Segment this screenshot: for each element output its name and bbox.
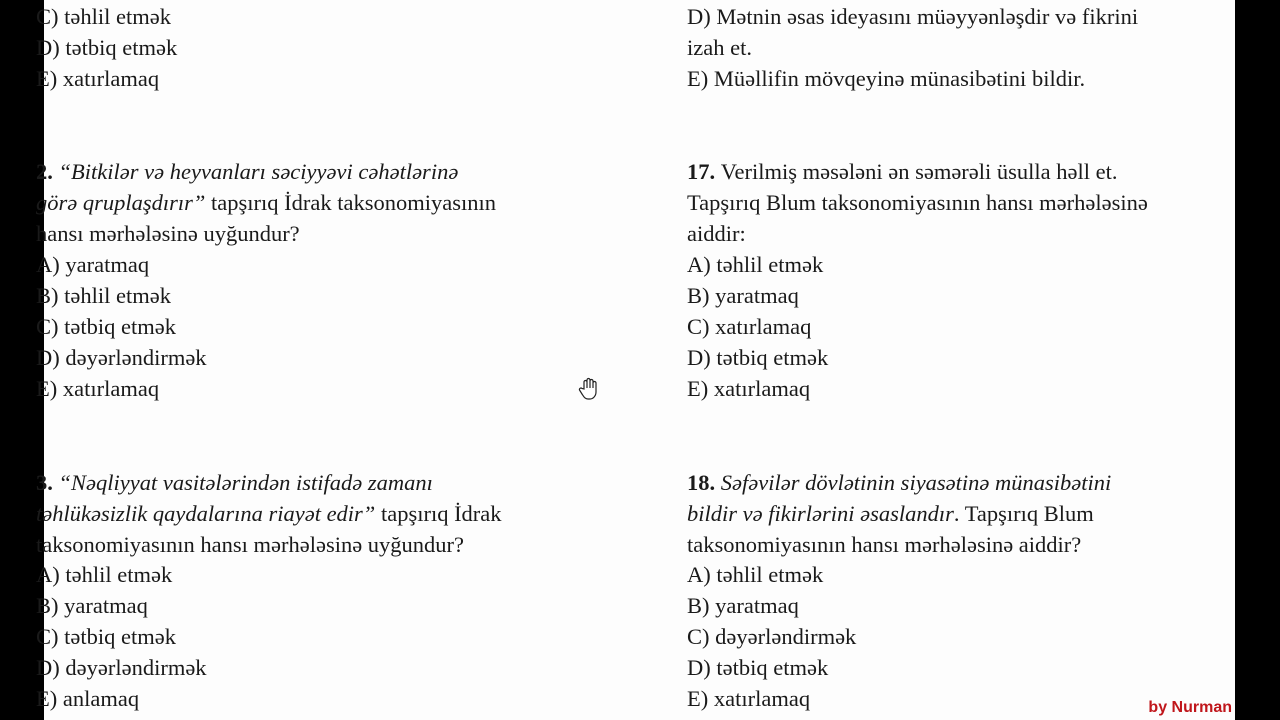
text-line — [36, 531, 464, 559]
text-segment: D) tətbiq etmək — [687, 655, 829, 680]
text-line — [687, 500, 1094, 528]
text-segment: görə qruplaşdırır” — [36, 190, 206, 215]
text-segment: E) xatırlamaq — [687, 376, 811, 401]
text-line — [36, 375, 159, 403]
text-segment: A) təhlil etmək — [687, 252, 824, 277]
text-segment: D) tətbiq etmək — [36, 35, 178, 60]
text-line — [687, 65, 1085, 93]
text-segment: B) yaratmaq — [687, 283, 799, 308]
text-line — [687, 34, 752, 62]
text-line — [36, 500, 502, 528]
text-line — [687, 623, 856, 651]
text-line — [36, 623, 176, 651]
text-line — [687, 220, 746, 248]
text-segment: E) xatırlamaq — [36, 66, 160, 91]
text-line — [687, 251, 823, 279]
text-line — [36, 654, 207, 682]
question-number: 3. — [36, 470, 59, 495]
text-line — [687, 3, 1138, 31]
document-page — [36, 0, 1235, 720]
text-line — [36, 251, 149, 279]
text-line — [36, 65, 159, 93]
text-segment: A) yaratmaq — [36, 252, 150, 277]
question-number: 2. — [36, 159, 59, 184]
text-line — [687, 375, 810, 403]
text-segment: A) təhlil etmək — [687, 562, 824, 587]
text-line — [36, 220, 300, 248]
text-segment: hansı mərhələsinə uyğundur? — [36, 221, 300, 246]
text-segment: taksonomiyasının hansı mərhələsinə uyğundur? — [36, 532, 465, 557]
text-line — [687, 313, 811, 341]
text-segment: tapşırıq İdrak taksonomiyasının — [205, 190, 496, 215]
question-number: 18. — [687, 470, 721, 495]
text-line — [687, 282, 799, 310]
text-line — [687, 685, 810, 713]
text-segment: C) xatırlamaq — [687, 314, 812, 339]
text-line — [36, 561, 172, 589]
question-number: 17. — [687, 159, 721, 184]
text-line — [687, 561, 823, 589]
text-segment: bildir və fikirlərini əsaslandır — [687, 501, 954, 526]
text-segment: B) təhlil etmək — [36, 283, 171, 308]
text-segment: Səfəvilər dövlətinin siyasətinə münasibətini — [720, 470, 1112, 495]
text-segment: C) dəyərləndirmək — [687, 624, 857, 649]
text-segment: B) yaratmaq — [36, 593, 148, 618]
text-segment: E) xatırlamaq — [687, 686, 811, 711]
text-line — [687, 344, 828, 372]
text-segment: aiddir: — [687, 221, 746, 246]
text-segment: taksonomiyasının hansı mərhələsinə aiddir? — [687, 532, 1082, 557]
text-line — [36, 34, 177, 62]
text-line — [687, 531, 1081, 559]
text-line — [36, 189, 496, 217]
text-segment: A) təhlil etmək — [36, 562, 173, 587]
text-line — [36, 685, 139, 713]
text-segment: E) anlamaq — [36, 686, 140, 711]
text-segment: tapşırıq İdrak — [375, 501, 502, 526]
text-line — [687, 189, 1148, 217]
text-line — [36, 158, 458, 186]
text-segment: Verilmiş məsələni ən səmərəli üsulla həll et. — [720, 159, 1118, 184]
text-segment: E) Müəllifin mövqeyinə münasibətini bildir. — [687, 66, 1086, 91]
text-line — [36, 469, 433, 497]
text-segment: C) təhlil etmək — [36, 4, 171, 29]
watermark-text: by Nurman — [1148, 699, 1232, 716]
left-column — [36, 0, 636, 720]
text-segment: C) tətbiq etmək — [36, 314, 176, 339]
text-segment: təhlükəsizlik qaydalarına riayət edir” — [36, 501, 376, 526]
text-segment: D) dəyərləndirmək — [36, 345, 207, 370]
text-segment: E) xatırlamaq — [36, 376, 160, 401]
text-line — [687, 469, 1111, 497]
hand-cursor-icon — [578, 377, 600, 401]
text-segment: Tapşırıq Blum taksonomiyasının hansı mərhələsinə — [687, 190, 1148, 215]
text-segment: izah et. — [687, 35, 752, 60]
text-segment: D) Mətnin əsas ideyasını müəyyənləşdir və fikrini — [687, 4, 1139, 29]
text-line — [36, 3, 171, 31]
right-column — [687, 0, 1247, 720]
text-segment: C) tətbiq etmək — [36, 624, 176, 649]
text-segment: . Tapşırıq Blum — [953, 501, 1094, 526]
text-segment: B) yaratmaq — [687, 593, 799, 618]
text-segment: D) tətbiq etmək — [687, 345, 829, 370]
text-line — [687, 654, 828, 682]
text-line — [687, 158, 1118, 186]
text-line — [687, 592, 799, 620]
text-segment: “Nəqliyyat vasitələrindən istifadə zamanı — [58, 470, 433, 495]
text-segment: “Bitkilər və heyvanları səciyyəvi cəhətlərinə — [58, 159, 459, 184]
text-line — [36, 313, 176, 341]
text-line — [36, 592, 148, 620]
text-segment: D) dəyərləndirmək — [36, 655, 207, 680]
text-line — [36, 344, 207, 372]
text-line — [36, 282, 171, 310]
